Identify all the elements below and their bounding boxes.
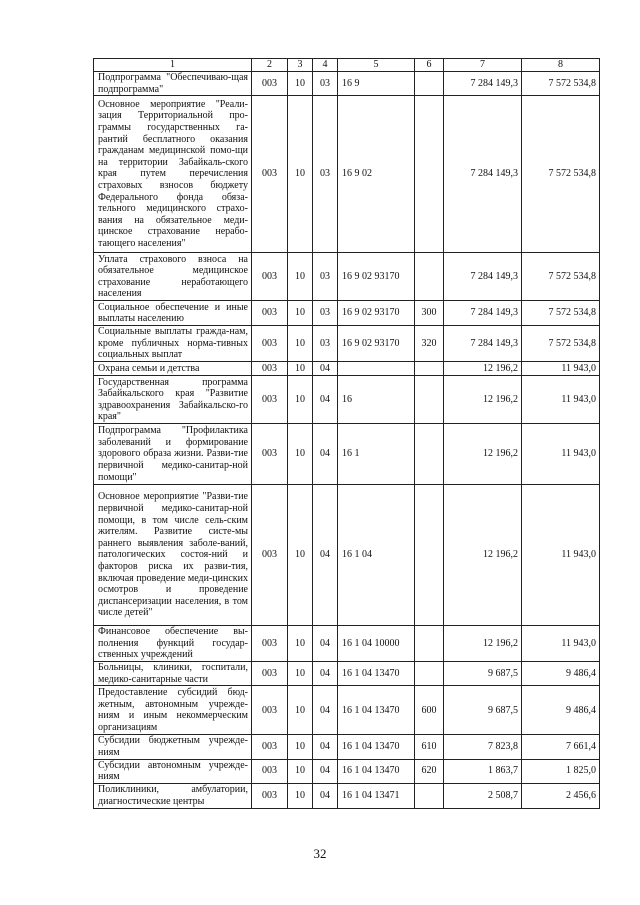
cell-amount-year2: 1 825,0 (522, 759, 600, 783)
table-row (94, 626, 600, 662)
cell-section: 10 (288, 783, 313, 808)
cell-ministry-code: 003 (252, 96, 288, 253)
cell-expense-type (415, 662, 444, 686)
cell-ministry-code: 003 (252, 662, 288, 686)
cell-target-article: 16 1 04 13471 (338, 783, 415, 808)
table-row (94, 376, 600, 424)
cell-amount-year1: 12 196,2 (444, 485, 522, 626)
page-number: 32 (313, 846, 327, 861)
cell-amount-year2: 7 572 534,8 (522, 253, 600, 301)
cell-section: 10 (288, 662, 313, 686)
cell-amount-year2: 7 572 534,8 (522, 72, 600, 96)
cell-section: 10 (288, 686, 313, 735)
cell-subsection: 04 (313, 376, 338, 424)
table-row (94, 362, 600, 376)
cell-subsection: 04 (313, 485, 338, 626)
cell-subsection: 04 (313, 686, 338, 735)
cell-expense-type (415, 424, 444, 485)
cell-subsection: 04 (313, 735, 338, 759)
cell-section: 10 (288, 424, 313, 485)
cell-subsection: 03 (313, 301, 338, 326)
cell-ministry-code: 003 (252, 783, 288, 808)
cell-ministry-code: 003 (252, 735, 288, 759)
table-row (94, 72, 600, 96)
row-name: Предоставление субсидий бюд-жетным, автономным учрежде-ниям и иным некоммерческим организациям (94, 686, 252, 735)
cell-target-article: 16 1 04 13470 (338, 686, 415, 735)
row-name: Охрана семьи и детства (94, 362, 252, 376)
cell-target-article: 16 9 (338, 72, 415, 96)
table-row (94, 686, 600, 735)
cell-amount-year1: 7 284 149,3 (444, 301, 522, 326)
cell-expense-type: 320 (415, 326, 444, 362)
cell-ministry-code: 003 (252, 326, 288, 362)
row-name: Основное мероприятие "Разви-тие первичной медико-санитар-ной помощи, в том числе сель-ским жителям. Развитие систе-мы раннего выявления заболе-ваний, патологических состоя-ний и факторов риска их разви-тия, включая проведение меди-цинских осмотров и проведение диспансеризации населения, в том числе детей" (94, 485, 252, 626)
cell-amount-year2: 11 943,0 (522, 626, 600, 662)
cell-subsection: 03 (313, 72, 338, 96)
cell-ministry-code: 003 (252, 253, 288, 301)
table-row (94, 735, 600, 759)
cell-amount-year1: 12 196,2 (444, 424, 522, 485)
row-name: Государственная программа Забайкальского края "Развитие здравоохранения Забайкальско-го края" (94, 376, 252, 424)
cell-amount-year1: 1 863,7 (444, 759, 522, 783)
cell-target-article: 16 1 04 13470 (338, 759, 415, 783)
cell-amount-year2: 11 943,0 (522, 362, 600, 376)
cell-target-article: 16 1 04 10000 (338, 626, 415, 662)
cell-ministry-code: 003 (252, 424, 288, 485)
cell-section: 10 (288, 626, 313, 662)
cell-ministry-code: 003 (252, 485, 288, 626)
cell-amount-year2: 7 572 534,8 (522, 301, 600, 326)
cell-ministry-code: 003 (252, 376, 288, 424)
cell-expense-type: 600 (415, 686, 444, 735)
cell-expense-type: 610 (415, 735, 444, 759)
cell-target-article: 16 9 02 93170 (338, 301, 415, 326)
cell-expense-type (415, 72, 444, 96)
row-name: Субсидии автономным учрежде-ниям (94, 759, 252, 783)
cell-subsection: 04 (313, 626, 338, 662)
header-cell: 8 (522, 59, 600, 72)
cell-expense-type (415, 485, 444, 626)
cell-ministry-code: 003 (252, 759, 288, 783)
cell-expense-type (415, 783, 444, 808)
cell-section: 10 (288, 72, 313, 96)
cell-target-article: 16 9 02 (338, 96, 415, 253)
cell-section: 10 (288, 326, 313, 362)
cell-amount-year1: 2 508,7 (444, 783, 522, 808)
cell-ministry-code: 003 (252, 626, 288, 662)
table-row (94, 96, 600, 253)
cell-amount-year1: 12 196,2 (444, 362, 522, 376)
cell-target-article: 16 1 04 13470 (338, 662, 415, 686)
cell-section: 10 (288, 301, 313, 326)
cell-section: 10 (288, 253, 313, 301)
cell-amount-year1: 12 196,2 (444, 626, 522, 662)
row-name: Социальные выплаты гражда-нам, кроме публичных норма-тивных социальных выплат (94, 326, 252, 362)
cell-amount-year1: 9 687,5 (444, 662, 522, 686)
table-row (94, 326, 600, 362)
cell-ministry-code: 003 (252, 72, 288, 96)
header-cell: 4 (313, 59, 338, 72)
table-row (94, 783, 600, 808)
cell-amount-year2: 11 943,0 (522, 485, 600, 626)
cell-amount-year1: 7 284 149,3 (444, 72, 522, 96)
cell-section: 10 (288, 362, 313, 376)
cell-amount-year2: 7 572 534,8 (522, 96, 600, 253)
header-cell: 1 (94, 59, 252, 72)
table-row (94, 424, 600, 485)
cell-subsection: 03 (313, 96, 338, 253)
cell-subsection: 04 (313, 662, 338, 686)
header-cell: 3 (288, 59, 313, 72)
cell-subsection: 03 (313, 253, 338, 301)
cell-subsection: 04 (313, 783, 338, 808)
cell-section: 10 (288, 96, 313, 253)
header-cell: 2 (252, 59, 288, 72)
row-name: Подпрограмма "Профилактика заболеваний и формирование здорового образа жизни. Разви-тие первичной медико-санитар-ной помощи" (94, 424, 252, 485)
cell-amount-year2: 7 661,4 (522, 735, 600, 759)
cell-section: 10 (288, 759, 313, 783)
cell-section: 10 (288, 376, 313, 424)
row-name: Подпрограмма "Обеспечиваю-щая подпрограмма" (94, 72, 252, 96)
row-name: Социальное обеспечение и иные выплаты населению (94, 301, 252, 326)
cell-amount-year1: 7 284 149,3 (444, 253, 522, 301)
budget-table (93, 58, 600, 809)
cell-ministry-code: 003 (252, 301, 288, 326)
row-name: Субсидии бюджетным учрежде-ниям (94, 735, 252, 759)
cell-target-article: 16 1 04 (338, 485, 415, 626)
row-name: Уплата страхового взноса на обязательное медицинское страхование неработающего населения (94, 253, 252, 301)
cell-expense-type (415, 376, 444, 424)
cell-section: 10 (288, 485, 313, 626)
cell-expense-type (415, 362, 444, 376)
cell-target-article: 16 1 04 13470 (338, 735, 415, 759)
cell-amount-year2: 11 943,0 (522, 424, 600, 485)
cell-amount-year1: 9 687,5 (444, 686, 522, 735)
cell-amount-year2: 7 572 534,8 (522, 326, 600, 362)
cell-expense-type (415, 253, 444, 301)
cell-target-article: 16 9 02 93170 (338, 326, 415, 362)
cell-ministry-code: 003 (252, 686, 288, 735)
table-row (94, 662, 600, 686)
cell-amount-year1: 7 284 149,3 (444, 326, 522, 362)
cell-ministry-code: 003 (252, 362, 288, 376)
table-row (94, 253, 600, 301)
cell-target-article: 16 9 02 93170 (338, 253, 415, 301)
cell-amount-year2: 9 486,4 (522, 686, 600, 735)
cell-target-article (338, 362, 415, 376)
table-row (94, 759, 600, 783)
row-name: Основное мероприятие "Реали-зация Территориальной про-граммы государственных га-рантий бесплатного оказания гражданам медицинской помо-щи на территории Забайкаль-ского края путем перечисления страховых взносов бюджету Федерального фонда обяза-тельного медицинского страхо-вания на обязательное меди-цинское страхование нерабо-тающего населения" (94, 96, 252, 253)
cell-target-article: 16 (338, 376, 415, 424)
header-cell: 5 (338, 59, 415, 72)
header-cell: 7 (444, 59, 522, 72)
cell-expense-type: 620 (415, 759, 444, 783)
row-name: Финансовое обеспечение вы-полнения функций государ-ственных учреждений (94, 626, 252, 662)
header-cell: 6 (415, 59, 444, 72)
cell-subsection: 03 (313, 326, 338, 362)
row-name: Поликлиники, амбулатории, диагностические центры (94, 783, 252, 808)
cell-expense-type (415, 96, 444, 253)
cell-amount-year2: 11 943,0 (522, 376, 600, 424)
cell-expense-type (415, 626, 444, 662)
cell-subsection: 04 (313, 362, 338, 376)
cell-section: 10 (288, 735, 313, 759)
cell-amount-year2: 9 486,4 (522, 662, 600, 686)
cell-target-article: 16 1 (338, 424, 415, 485)
cell-amount-year2: 2 456,6 (522, 783, 600, 808)
cell-subsection: 04 (313, 424, 338, 485)
cell-amount-year1: 7 823,8 (444, 735, 522, 759)
cell-amount-year1: 7 284 149,3 (444, 96, 522, 253)
row-name: Больницы, клиники, госпитали, медико-санитарные части (94, 662, 252, 686)
cell-subsection: 04 (313, 759, 338, 783)
cell-amount-year1: 12 196,2 (444, 376, 522, 424)
table-row (94, 485, 600, 626)
cell-expense-type: 300 (415, 301, 444, 326)
table-row (94, 301, 600, 326)
header-row (94, 59, 600, 72)
